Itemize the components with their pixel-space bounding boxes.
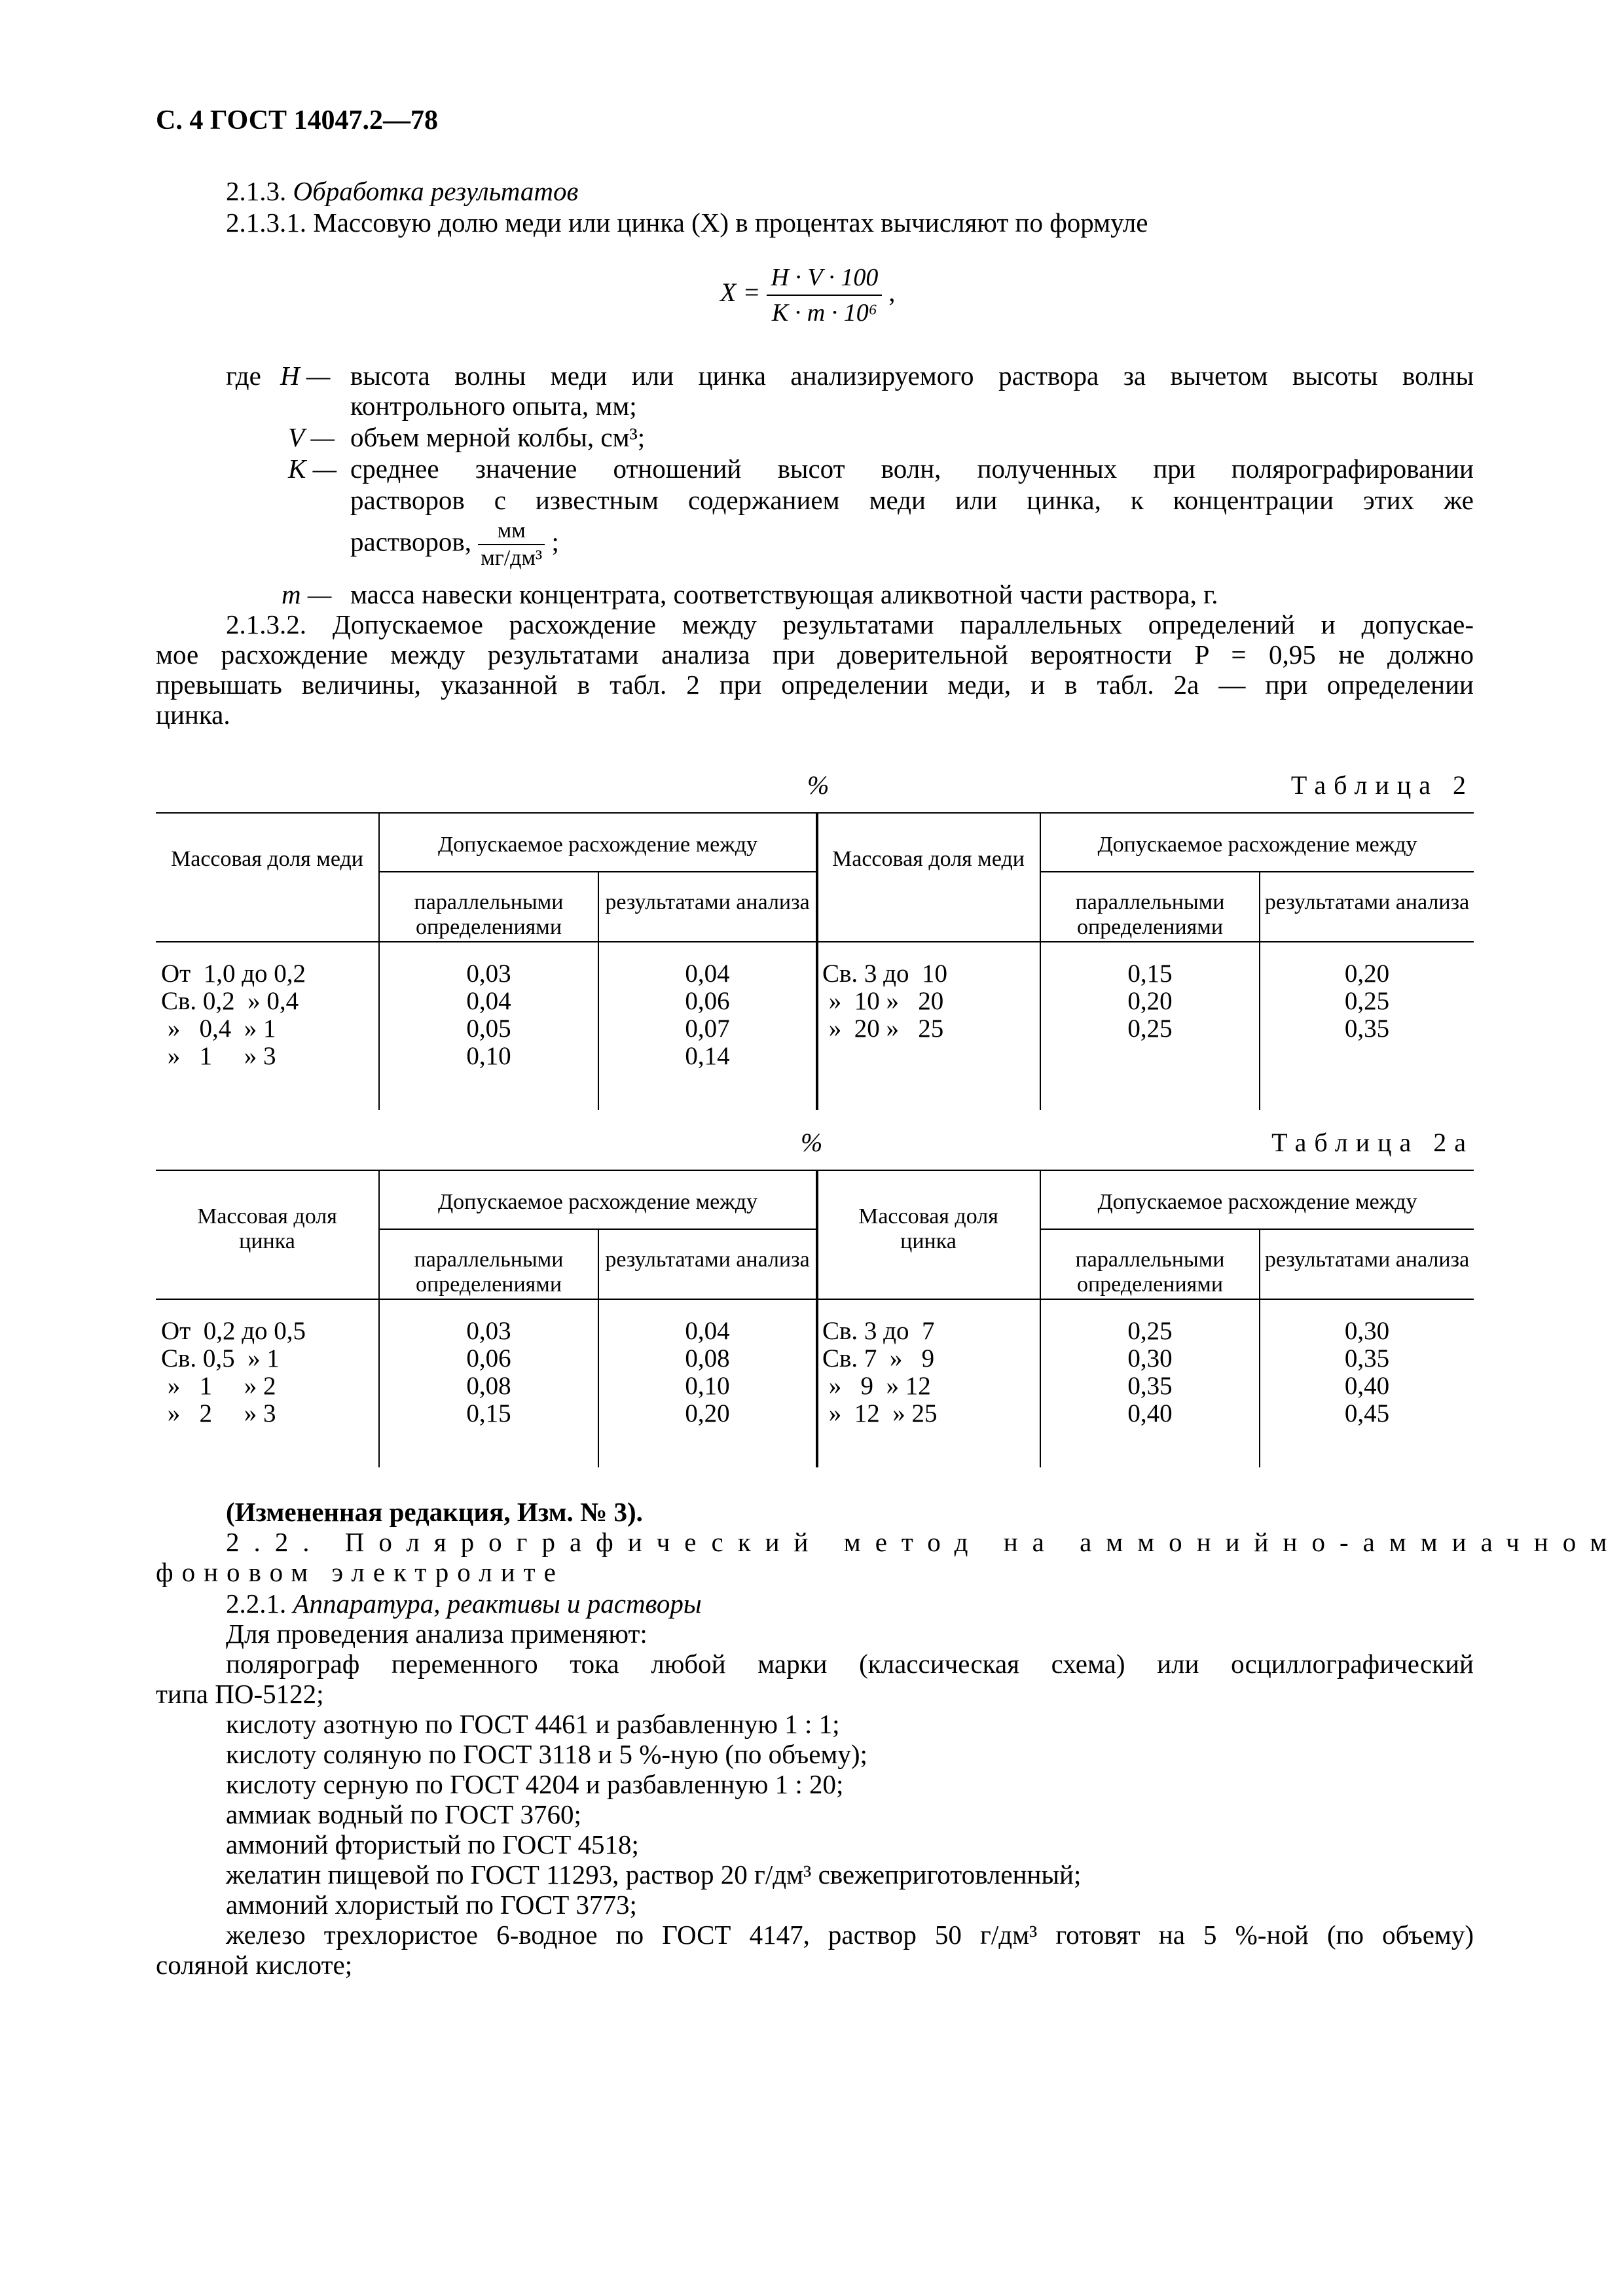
table-row-parallel: 0,25 (1127, 1014, 1173, 1043)
symbol-H: H — (280, 361, 331, 391)
table-row-mass: » 0,4 » 1 (161, 1014, 276, 1043)
table-top-rule (156, 812, 1474, 814)
V-definition: объем мерной колбы, см³; (350, 422, 646, 452)
page-header: С. 4 ГОСТ 14047.2—78 (156, 105, 439, 135)
m-definition: масса навески концентрата, соответствующая аликвотной части раствора, г. (350, 579, 1218, 609)
table-row-parallel: 0,03 (466, 1317, 511, 1345)
header-mass: Массовая доля меди (171, 847, 363, 871)
item-polarograph-line1: полярограф переменного тока любой марки (классическая схема) или осциллографический (226, 1649, 1474, 1679)
header-parallel: параллельными определениями (1075, 1247, 1225, 1297)
table-row-mass: » 9 » 12 (822, 1372, 931, 1400)
table-row-parallel: 0,20 (1127, 987, 1173, 1015)
formula-fraction (767, 263, 882, 327)
table-row-mass: Св. 3 до 7 (822, 1317, 935, 1345)
K-definition-line2: растворов с известным содержанием меди или цинка, к концентрации этих же (350, 485, 1474, 515)
list-item: кислоту соляную по ГОСТ 3118 и 5 %-ную (по объему); (226, 1739, 867, 1769)
K-tail: ; (551, 526, 559, 557)
table-row-results: 0,10 (685, 1372, 730, 1400)
table-row-mass: » 10 » 20 (822, 987, 944, 1015)
center-divider (816, 1170, 818, 1467)
header-group: Допускаемое расхождение между (437, 1190, 758, 1214)
formula (720, 263, 895, 327)
center-divider (816, 812, 818, 1110)
units-denominator: мг/дм³ (481, 546, 543, 570)
table-row-results: 0,08 (685, 1344, 730, 1372)
item-iron-line2: соляной кислоте; (156, 1950, 353, 1980)
table-caption: Таблица 2а (1271, 1128, 1474, 1157)
table-row-parallel: 0,30 (1127, 1344, 1173, 1372)
header-mass: Массовая доля цинка (197, 1204, 337, 1253)
para-2-1-3-2-line3: превышать величины, указанной в табл. 2 при определении меди, и в табл. 2а — при определении (156, 670, 1474, 700)
table-row-parallel: 0,04 (466, 987, 511, 1015)
header-group: Допускаемое расхождение между (437, 833, 758, 857)
table-caption: Таблица 2 (1290, 770, 1474, 800)
table-2 (156, 770, 1474, 1110)
table-row-parallel: 0,05 (466, 1014, 511, 1043)
table-row-mass: Св. 7 » 9 (822, 1344, 935, 1372)
formula-lhs: X = (720, 278, 761, 308)
header-results: результатами анализа (1264, 1247, 1470, 1272)
table-row-results: 0,35 (1344, 1014, 1390, 1043)
section-2-1-3 (226, 177, 578, 206)
table-unit: % (807, 770, 830, 800)
section-2-2-line2: фоновом электролите (156, 1557, 564, 1587)
symbol-V: V — (288, 422, 335, 452)
table-top-rule (156, 1170, 1474, 1171)
header-bottom-rule (156, 1299, 1474, 1300)
table-row-results: 0,04 (685, 960, 730, 988)
para-2-1-3-2-line4: цинка. (156, 700, 230, 730)
where-intro: где (226, 361, 261, 391)
table-row-mass: » 12 » 25 (822, 1399, 938, 1427)
units-fraction (478, 519, 545, 570)
section-title: Обработка результатов (293, 176, 579, 206)
K-definition-line3 (350, 519, 559, 570)
apply-intro: Для проведения анализа применяют: (226, 1619, 647, 1649)
symbol-K: K — (288, 454, 337, 484)
section-number: 2.1.3. (226, 176, 287, 206)
table-row-results: 0,30 (1344, 1317, 1390, 1345)
list-item: кислоту азотную по ГОСТ 4461 и разбавленную 1 : 1; (226, 1709, 840, 1739)
table-row-results: 0,35 (1344, 1344, 1390, 1372)
K-line3-text: растворов, (350, 526, 472, 557)
list-item: аммоний хлористый по ГОСТ 3773; (226, 1890, 637, 1920)
table-row-results: 0,14 (685, 1042, 730, 1070)
item-polarograph-line2: типа ПО-5122; (156, 1679, 324, 1709)
table-row-results: 0,07 (685, 1014, 730, 1043)
section-2-1-3-1: 2.1.3.1. Массовую долю меди или цинка (X) в процентах вычисляют по формуле (226, 207, 1148, 238)
header-split-right (1040, 871, 1474, 872)
units-numerator: мм (478, 519, 545, 545)
para-2-1-3-2-line1: 2.1.3.2. Допускаемое расхождение между результатами параллельных определений и допускае- (226, 609, 1474, 639)
table-row-mass: Св. 3 до 10 (822, 960, 948, 988)
table-row-results: 0,04 (685, 1317, 730, 1345)
amendment-note: (Измененная редакция, Изм. № 3). (226, 1497, 643, 1527)
para-2-1-3-2-line2: мое расхождение между результатами анализа при доверительной вероятности P = 0,95 не должно (156, 639, 1474, 670)
table-row-mass: » 20 » 25 (822, 1014, 944, 1043)
header-results: результатами анализа (605, 890, 810, 914)
table-row-parallel: 0,08 (466, 1372, 511, 1400)
header-bottom-rule (156, 941, 1474, 942)
header-mass: Массовая доля цинка (858, 1204, 998, 1253)
table-row-parallel: 0,15 (466, 1399, 511, 1427)
H-definition-line1: высота волны меди или цинка анализируемого раствора за вычетом высоты волны (350, 361, 1474, 391)
table-unit: % (801, 1128, 823, 1157)
table-row-results: 0,06 (685, 987, 730, 1015)
header-parallel: параллельными определениями (414, 1247, 564, 1297)
list-item: кислоту серную по ГОСТ 4204 и разбавленную 1 : 20; (226, 1769, 844, 1799)
header-results: результатами анализа (1264, 890, 1470, 914)
list-item: аммиак водный по ГОСТ 3760; (226, 1799, 581, 1829)
section-title: Аппаратура, реактивы и растворы (293, 1588, 702, 1619)
header-group: Допускаемое расхождение между (1097, 1190, 1417, 1214)
formula-tail: , (888, 278, 896, 308)
header-split-right (1040, 1229, 1474, 1230)
table-row-results: 0,20 (685, 1399, 730, 1427)
table-row-parallel: 0,25 (1127, 1317, 1173, 1345)
header-mass: Массовая доля меди (832, 847, 1025, 871)
table-row-results: 0,45 (1344, 1399, 1390, 1427)
table-row-results: 0,20 (1344, 960, 1390, 988)
header-parallel: параллельными определениями (1075, 890, 1225, 939)
section-2-2-1 (226, 1589, 702, 1618)
table-row-mass: От 1,0 до 0,2 (161, 960, 306, 988)
header-group: Допускаемое расхождение между (1097, 833, 1417, 857)
K-definition-line1: среднее значение отношений высот волн, полученных при полярографировании (350, 454, 1474, 484)
table-row-parallel: 0,40 (1127, 1399, 1173, 1427)
table-row-parallel: 0,15 (1127, 960, 1173, 988)
header-results: результатами анализа (605, 1247, 810, 1272)
section-number: 2.2.1. (226, 1588, 287, 1619)
table-row-mass: Св. 0,2 » 0,4 (161, 987, 299, 1015)
H-definition-line2: контрольного опыта, мм; (350, 391, 637, 421)
table-row-results: 0,25 (1344, 987, 1390, 1015)
section-2-2-line1: 2.2. Полярографический метод на аммонийно-аммиачном (226, 1527, 1622, 1557)
table-row-mass: Св. 0,5 » 1 (161, 1344, 280, 1372)
list-item: аммоний фтористый по ГОСТ 4518; (226, 1829, 639, 1859)
list-item: желатин пищевой по ГОСТ 11293, раствор 20 г/дм³ свежеприготовленный; (226, 1859, 1082, 1890)
formula-numerator: H · V · 100 (767, 263, 882, 296)
table-row-mass: » 1 » 3 (161, 1042, 276, 1070)
header-parallel: параллельными определениями (414, 890, 564, 939)
table-row-parallel: 0,10 (466, 1042, 511, 1070)
table-2a (156, 1127, 1474, 1467)
table-row-results: 0,40 (1344, 1372, 1390, 1400)
table-row-parallel: 0,35 (1127, 1372, 1173, 1400)
table-row-mass: » 2 » 3 (161, 1399, 276, 1427)
table-row-mass: От 0,2 до 0,5 (161, 1317, 306, 1345)
table-row-parallel: 0,03 (466, 960, 511, 988)
formula-denominator: K · m · 10⁶ (771, 299, 877, 327)
table-row-mass: » 1 » 2 (161, 1372, 276, 1400)
table-row-parallel: 0,06 (466, 1344, 511, 1372)
symbol-m: m — (282, 579, 332, 609)
item-iron-line1: железо трехлористое 6-водное по ГОСТ 4147, раствор 50 г/дм³ готовят на 5 %-ной (по объему) (226, 1920, 1474, 1950)
